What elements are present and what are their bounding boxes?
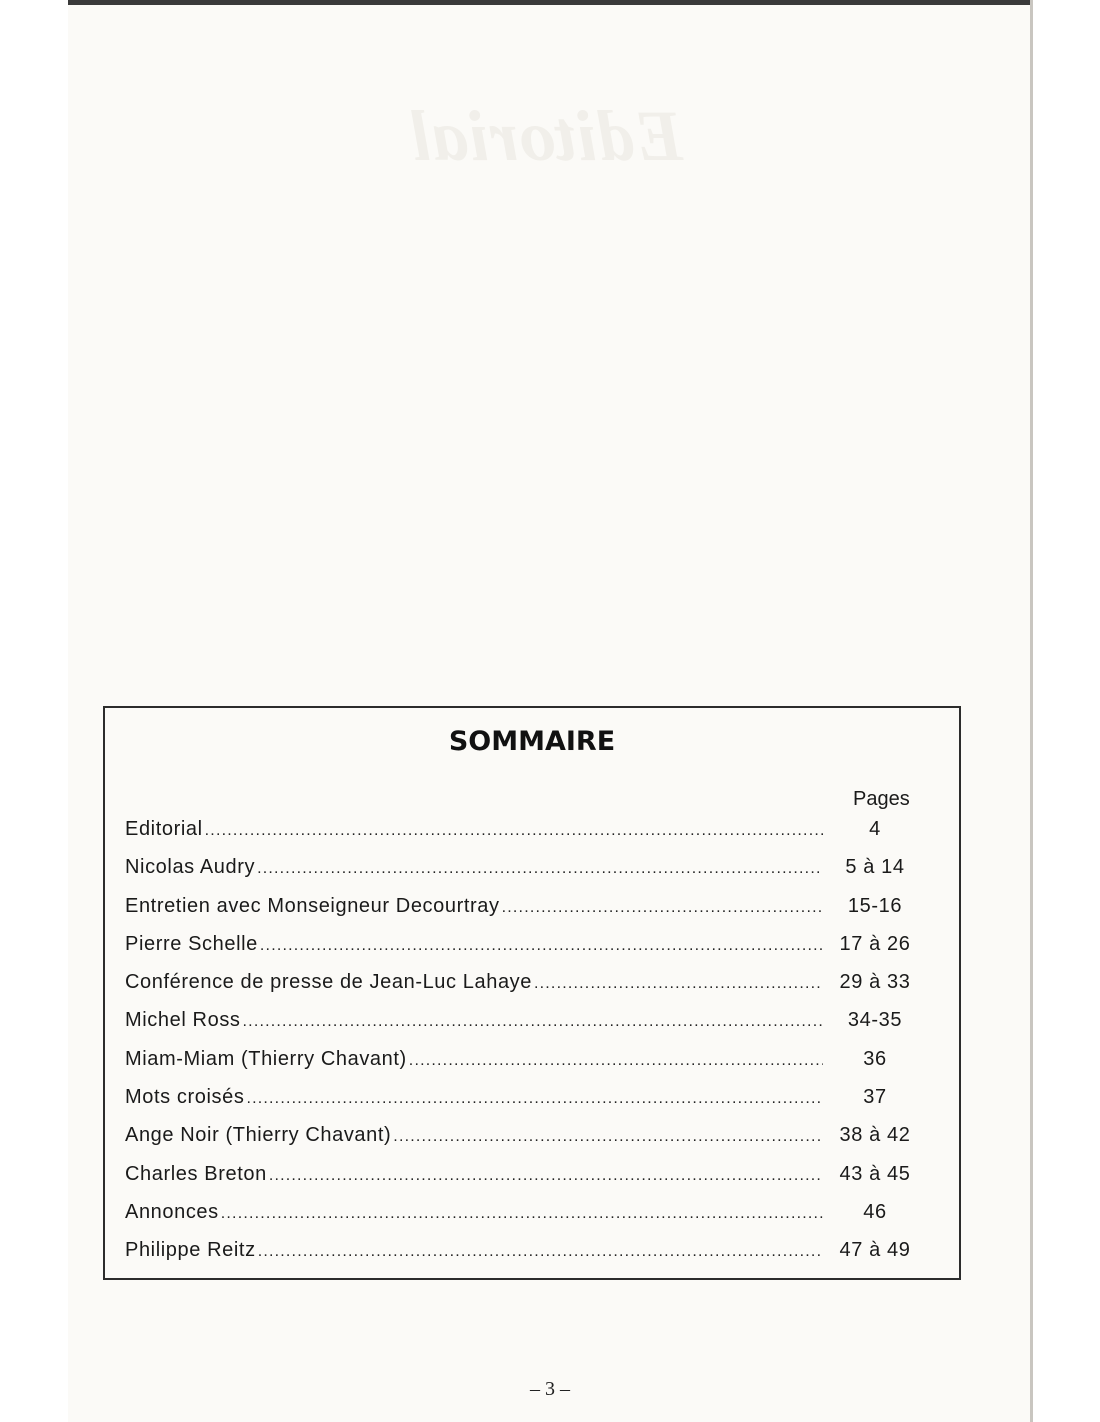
toc-dot-leader <box>393 1128 823 1146</box>
toc-entry-pages: 43 à 45 <box>839 1162 911 1185</box>
summary-title: SOMMAIRE <box>448 726 616 757</box>
toc-entry-pages: 29 à 33 <box>839 971 911 994</box>
toc-dot-leader <box>243 1013 823 1031</box>
toc-entry-pages: 36 <box>863 1047 887 1070</box>
page-right-edge <box>1030 0 1033 1422</box>
toc-entry-pages: 38 à 42 <box>839 1124 911 1147</box>
toc-entry <box>125 1048 925 1086</box>
toc-entry <box>125 1086 925 1124</box>
toc-entry-label: Nicolas Audry <box>125 856 256 879</box>
show-through-watermark: Editorial <box>410 96 684 176</box>
toc-entry-label: Annonces <box>125 1200 219 1223</box>
toc-entry-label: Miam-Miam (Thierry Chavant) <box>125 1047 407 1070</box>
toc-dot-leader <box>246 1090 823 1108</box>
toc-dot-leader <box>534 975 823 993</box>
toc-entry <box>125 933 925 971</box>
toc-entry-label: Pierre Schelle <box>125 932 258 955</box>
toc-entry <box>125 1124 925 1162</box>
toc-dot-leader <box>409 1052 823 1070</box>
toc-entry-label: Mots croisés <box>125 1086 245 1109</box>
toc-dot-leader <box>269 1167 823 1185</box>
toc-dot-leader <box>258 1243 823 1261</box>
page-number: – 3 – <box>530 1378 570 1400</box>
page-top-edge <box>68 0 1033 5</box>
toc-dot-leader <box>502 899 823 917</box>
toc-entry-label: Conférence de presse de Jean-Luc Lahaye <box>125 971 532 994</box>
toc-entry-label: Michel Ross <box>125 1009 241 1032</box>
toc-entry-label: Ange Noir (Thierry Chavant) <box>125 1124 392 1147</box>
pages-column-header: Pages <box>853 788 910 810</box>
summary-box <box>103 706 961 1280</box>
toc-dot-leader <box>221 1205 823 1223</box>
toc-entry-pages: 5 à 14 <box>845 856 905 879</box>
toc-entry-pages: 46 <box>863 1200 887 1223</box>
toc-entry <box>125 1163 925 1201</box>
toc-entry-label: Philippe Reitz <box>125 1239 256 1262</box>
toc-entry-pages: 4 <box>869 818 881 840</box>
toc-entry-pages: 34-35 <box>847 1009 903 1032</box>
toc-entry-pages: 47 à 49 <box>839 1239 911 1262</box>
toc-dot-leader <box>205 822 823 840</box>
table-of-contents <box>125 818 925 1278</box>
toc-dot-leader <box>260 937 823 955</box>
toc-entry-label: Editorial <box>125 818 203 840</box>
toc-entry-label: Entretien avec Monseigneur Decourtray <box>125 894 500 917</box>
toc-entry <box>125 856 925 894</box>
toc-entry <box>125 818 925 856</box>
toc-entry-pages: 17 à 26 <box>839 932 911 955</box>
toc-entry <box>125 895 925 933</box>
toc-entry <box>125 1009 925 1047</box>
toc-entry <box>125 971 925 1009</box>
toc-entry-pages: 15-16 <box>847 894 903 917</box>
toc-entry <box>125 1201 925 1239</box>
toc-entry-label: Charles Breton <box>125 1162 267 1185</box>
toc-entry-pages: 37 <box>863 1086 887 1109</box>
toc-dot-leader <box>257 860 823 878</box>
toc-entry <box>125 1239 925 1277</box>
